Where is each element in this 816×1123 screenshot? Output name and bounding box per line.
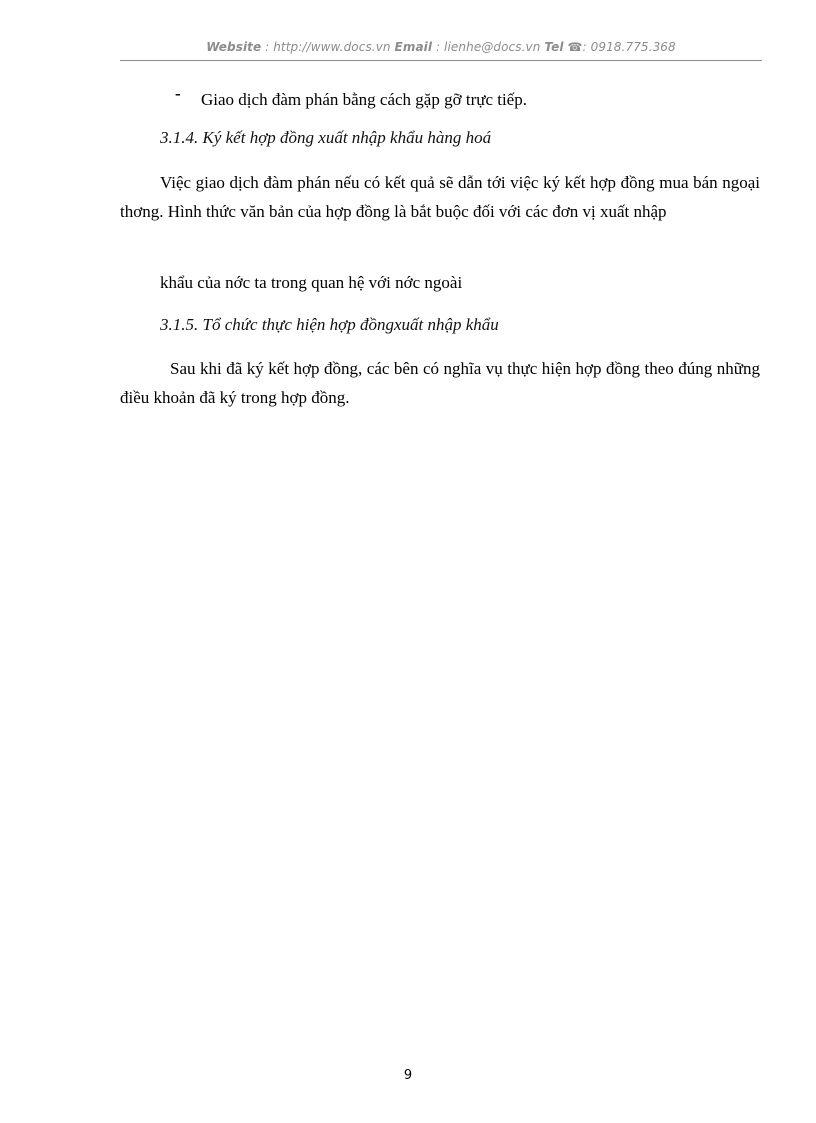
tel-label: Tel	[544, 40, 564, 54]
email-value: : lienhe@docs.vn	[436, 40, 541, 54]
bullet-dash: -	[175, 84, 181, 103]
email-label: Email	[394, 40, 433, 54]
paragraph-contract-execution: Sau khi đã ký kết hợp đồng, các bên có nghĩa vụ thực hiện hợp đồng theo đúng những điều khoản đã ký trong hợp đồng.	[120, 359, 760, 407]
page-header	[120, 40, 762, 54]
section-heading-3-1-4: 3.1.4. Ký kết hợp đồng xuất nhập khẩu hàng hoá	[160, 128, 492, 147]
header-divider	[120, 60, 762, 61]
website-label: Website	[206, 40, 262, 54]
page-number: 9	[403, 1068, 413, 1083]
section-heading-3-1-5: 3.1.5. Tổ chức thực hiện hợp đồngxuất nhập khẩu	[160, 315, 499, 334]
paragraph-contract-signing-continuation: khẩu của nớc ta trong quan hệ với nớc ngoài	[160, 273, 463, 292]
telephone-icon: ☎	[567, 40, 583, 54]
bullet-text: Giao dịch đàm phán bằng cách gặp gỡ trực tiếp.	[201, 90, 527, 109]
tel-value: : 0918.775.368	[582, 40, 676, 54]
bullet-item	[175, 85, 735, 114]
paragraph-contract-signing: Việc giao dịch đàm phán nếu có kết quả sẽ dẫn tới việc ký kết hợp đồng mua bán ngoại thơng. Hình thức văn bản của hợp đồng là bắt buộc đối với các đơn vị xuất nhập	[120, 173, 760, 221]
website-value: : http://www.docs.vn	[265, 40, 391, 54]
